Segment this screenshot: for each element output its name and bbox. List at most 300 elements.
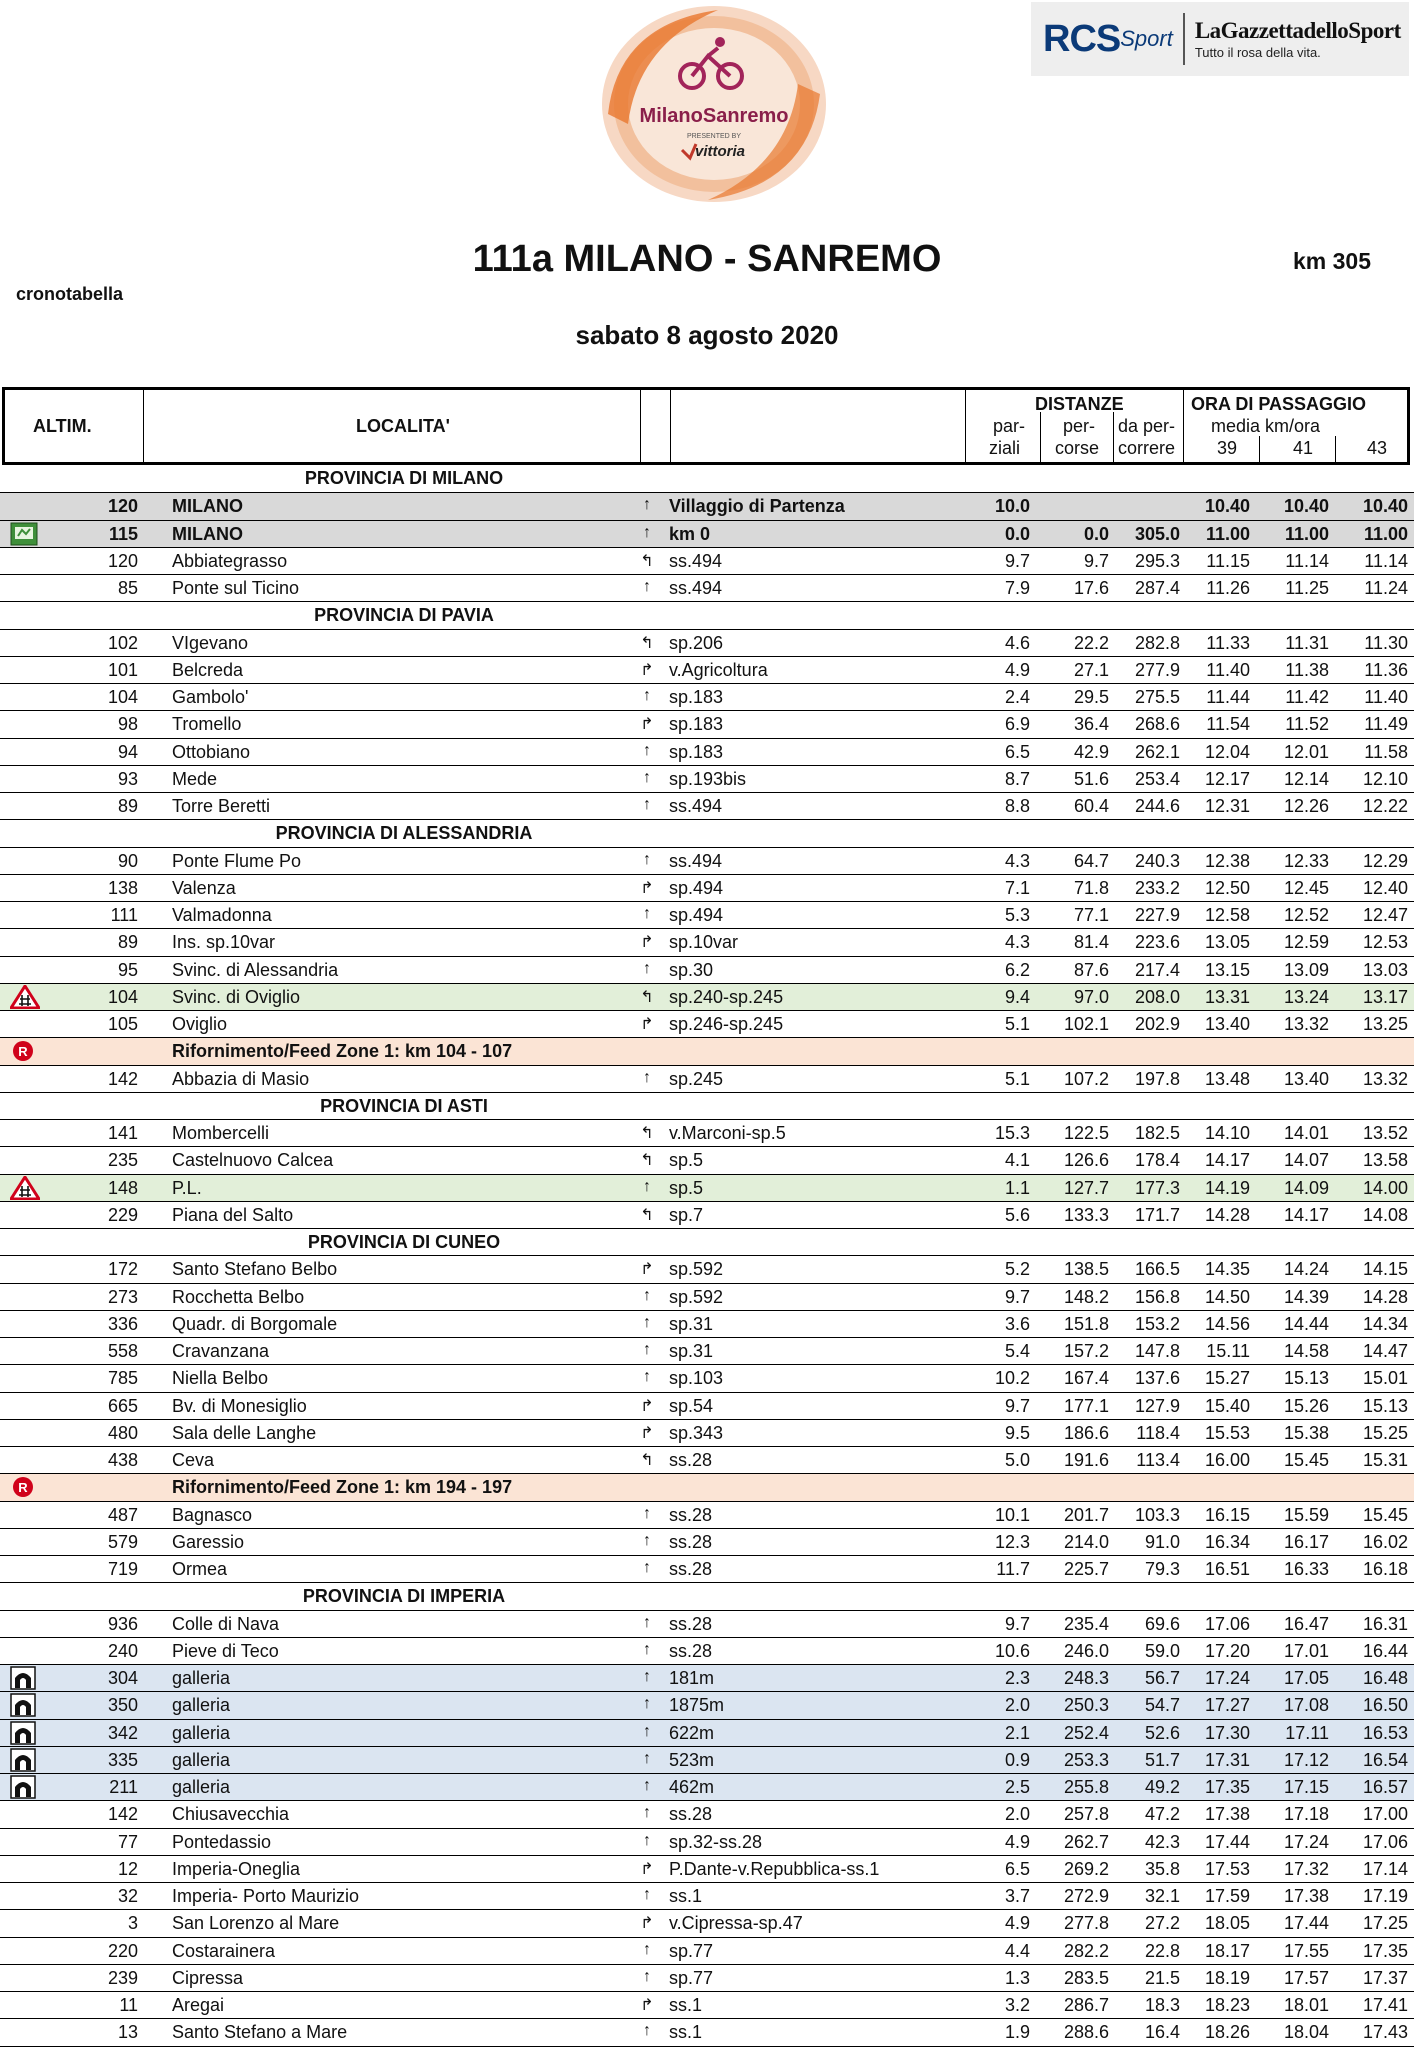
distance-remaining: 277.9 [1134,659,1180,680]
altitude: 438 [107,1450,138,1470]
time-43kmh: 11.40 [1364,687,1408,707]
time-41kmh: 17.38 [1283,1886,1329,1906]
locality: Rocchetta Belbo [172,1286,305,1307]
distance-covered: 157.2 [1063,1341,1109,1361]
time-41kmh: 15.38 [1283,1422,1329,1443]
altitude: 235 [107,1150,138,1171]
time-41kmh: 15.45 [1283,1450,1329,1470]
time-41kmh: 14.17 [1283,1204,1329,1225]
table-row [0,901,1414,928]
altitude: 558 [107,1341,138,1361]
distance-covered: 102.1 [1063,1014,1109,1034]
time-43kmh: 17.19 [1362,1886,1408,1906]
straight-arrow-icon: ↑ [643,1531,651,1549]
time-39kmh: 15.27 [1204,1368,1250,1389]
straight-arrow-icon: ↑ [643,1668,651,1685]
road: ss.28 [669,1804,713,1825]
province-header-row [0,1092,1414,1119]
distance-partial: 3.2 [1004,1995,1030,2015]
time-39kmh: 16.15 [1204,1504,1250,1525]
altitude: 350 [107,1695,138,1716]
time-39kmh: 14.10 [1204,1123,1250,1143]
tunnel-icon [10,1775,38,1799]
province-name: PROVINCIA DI IMPERIA [302,1586,506,1607]
locality: Abbazia di Masio [172,1068,310,1089]
time-41kmh: 13.40 [1283,1068,1329,1089]
altitude: 172 [107,1259,138,1280]
table-row [0,1691,1414,1718]
header-distanze: DISTANZE [1035,394,1124,414]
locality: Abbiategrasso [172,550,288,571]
road: sp.245 [669,1068,724,1089]
road: ss.28 [669,1450,713,1470]
altitude: 102 [107,632,138,653]
table-row [0,792,1414,819]
table-row [0,1501,1414,1528]
province-header-row [0,1228,1414,1255]
distance-partial: 9.7 [1004,550,1030,571]
altitude: 342 [107,1722,138,1743]
distance-covered: 253.3 [1063,1749,1109,1770]
distance-remaining: 127.9 [1134,1395,1180,1416]
header-percorse-2: corse [1055,438,1100,458]
altitude: 211 [109,1777,138,1797]
table-row [0,928,1414,955]
distance-covered: 269.2 [1063,1858,1109,1879]
time-41kmh: 17.01 [1283,1640,1329,1661]
time-41kmh: 12.52 [1283,905,1329,925]
distance-covered: 148.2 [1063,1286,1109,1307]
time-39kmh: 17.31 [1204,1749,1250,1770]
distance-remaining: 16.4 [1144,2022,1180,2043]
turn-right-icon: ↱ [640,934,654,952]
distance-partial: 3.6 [1004,1313,1030,1334]
turn-right-icon: ↱ [640,1997,654,2014]
province-name: PROVINCIA DI CUNEO [307,1232,501,1252]
time-39kmh: 12.38 [1204,850,1250,871]
logo-text-vittoria: vittoria [694,143,746,160]
road: sp.77 [669,1940,714,1961]
distance-partial: 6.5 [1004,1858,1030,1879]
time-43kmh: 17.00 [1362,1804,1408,1825]
table-row [0,1446,1414,1473]
distance-partial: 5.1 [1004,1068,1030,1089]
road: sp.592 [669,1286,724,1307]
distance-partial: 4.9 [1004,659,1030,680]
distance-remaining: 69.6 [1144,1613,1180,1634]
time-43kmh: 16.50 [1362,1695,1408,1716]
locality: Tromello [172,714,242,735]
altitude: 115 [108,523,138,544]
straight-arrow-icon: ↑ [643,1286,651,1304]
time-41kmh: 16.33 [1283,1559,1329,1579]
time-41kmh: 14.07 [1283,1150,1329,1171]
distance-partial: 4.9 [1004,1831,1030,1852]
turn-right-icon: ↱ [640,716,654,734]
road: sp.54 [669,1395,714,1416]
altitude: 32 [117,1886,138,1906]
time-39kmh: 11.26 [1206,578,1250,598]
locality: Ottobiano [172,741,251,762]
distance-remaining: 197.8 [1134,1068,1180,1089]
altitude: 13 [117,2022,138,2043]
road: ss.494 [669,850,723,871]
distance-covered: 9.7 [1083,550,1109,571]
time-43kmh: 14.28 [1362,1286,1408,1307]
road: ss.494 [669,578,723,598]
time-41kmh: 17.11 [1285,1722,1329,1743]
feed-zone-text: Rifornimento/Feed Zone 1: km 104 - 107 [172,1041,513,1062]
altitude: 104 [107,687,138,707]
feed-zone-row [0,1037,1414,1064]
altitude: 487 [107,1504,138,1525]
table-row [0,1828,1414,1855]
time-39kmh: 11.44 [1206,687,1250,707]
time-43kmh: 12.53 [1362,932,1408,953]
time-43kmh: 11.00 [1363,523,1408,544]
locality: Piana del Salto [172,1204,294,1225]
distance-remaining: 177.3 [1134,1177,1180,1198]
time-43kmh: 15.31 [1362,1450,1408,1470]
distance-covered: 122.5 [1063,1123,1109,1143]
time-39kmh: 12.50 [1204,877,1250,898]
altitude: 148 [107,1177,138,1198]
altitude: 12 [117,1858,138,1879]
distance-remaining: 147.8 [1134,1341,1180,1361]
straight-arrow-icon: ↑ [643,1886,651,1903]
gazzetta-title: LaGazzettadelloSport [1194,18,1401,43]
distance-partial: 10.1 [994,1504,1030,1525]
turn-right-icon: ↱ [640,1860,654,1878]
distance-remaining: 91.0 [1144,1531,1180,1552]
distance-partial: 10.0 [994,496,1030,517]
time-43kmh: 12.40 [1362,877,1408,898]
altitude: 138 [107,877,138,898]
feed-zone-icon [10,1039,38,1063]
time-41kmh: 11.25 [1285,578,1329,598]
distance-partial: 5.0 [1004,1450,1030,1470]
table-row [0,1174,1414,1201]
time-39kmh: 18.23 [1204,1995,1250,2015]
locality: Torre Beretti [172,796,271,816]
locality: Santo Stefano a Mare [172,2022,348,2043]
distance-covered: 27.1 [1073,659,1109,680]
time-39kmh: 17.06 [1204,1613,1250,1634]
time-43kmh: 12.29 [1362,850,1408,871]
altitude: 229 [107,1204,138,1225]
table-row [0,683,1414,710]
time-39kmh: 11.54 [1206,714,1250,735]
distance-remaining: 223.6 [1134,932,1180,953]
province-name: PROVINCIA DI PAVIA [314,605,494,626]
header-divider-ora [1183,390,1184,462]
distance-remaining: 51.7 [1144,1749,1180,1770]
straight-arrow-icon: ↑ [643,768,651,786]
svg-text:R: R [18,1044,28,1060]
distance-remaining: 118.4 [1136,1422,1180,1443]
locality: Svinc. di Oviglio [172,986,301,1007]
distance-remaining: 42.3 [1144,1831,1180,1852]
road: v.Agricoltura [669,659,768,680]
distance-covered: 97.0 [1073,986,1109,1007]
altitude: 89 [117,796,138,816]
gazzetta-logo [1195,19,1401,59]
locality: VIgevano [172,632,249,653]
turn-left-icon: ↰ [640,634,654,652]
distance-covered: 282.2 [1063,1940,1109,1961]
header-parziali-1: par- [993,416,1026,436]
time-43kmh: 16.53 [1362,1722,1408,1743]
time-43kmh: 17.35 [1362,1940,1408,1961]
road: sp.10var [669,932,739,953]
table-row [0,1201,1414,1228]
time-39kmh: 12.31 [1204,796,1250,816]
distance-remaining: 166.5 [1134,1259,1180,1280]
road: sp.31 [669,1341,714,1361]
altitude: 480 [107,1422,138,1443]
table-row [0,1119,1414,1146]
distance-remaining: 79.3 [1144,1559,1180,1579]
distance-partial: 3.7 [1004,1886,1030,1906]
road: km 0 [669,523,711,544]
sponsor-banner [1031,2,1409,76]
turn-right-icon: ↱ [640,1016,654,1033]
locality: galleria [172,1695,231,1716]
distance-remaining: 240.3 [1134,850,1180,871]
straight-arrow-icon: ↑ [643,1313,651,1331]
road: ss.28 [669,1640,713,1661]
locality: Santo Stefano Belbo [172,1259,338,1280]
gazzetta-tagline: Tutto il rosa della vita. [1194,45,1321,60]
distance-covered: 272.9 [1063,1886,1109,1906]
straight-arrow-icon: ↑ [643,1831,651,1849]
province-header-row [0,819,1414,846]
road: sp.183 [669,741,724,762]
time-41kmh: 12.26 [1283,796,1329,816]
time-39kmh: 13.31 [1204,986,1250,1007]
distance-partial: 11.7 [996,1559,1030,1579]
table-row [0,656,1414,683]
table-row [0,1719,1414,1746]
distance-remaining: 103.3 [1134,1504,1180,1525]
road: sp.5 [669,1177,704,1198]
road: ss.1 [669,1995,703,2015]
table-row [0,847,1414,874]
altitude: 90 [117,850,138,871]
road: sp.592 [669,1259,724,1280]
road: 181m [669,1668,715,1688]
time-43kmh: 13.25 [1362,1014,1408,1034]
altitude: 785 [107,1368,138,1389]
header-localita: LOCALITA' [356,416,450,436]
level-crossing-icon [10,985,38,1009]
turn-right-icon: ↱ [640,1915,654,1933]
straight-arrow-icon: ↑ [643,1640,651,1658]
page-title: 111a MILANO - SANREMO [472,238,942,280]
header-dapercorrere-2: correre [1118,438,1176,458]
time-43kmh: 13.03 [1362,959,1408,980]
table-row [0,629,1414,656]
time-39kmh: 15.53 [1204,1422,1250,1443]
distance-partial: 5.4 [1004,1341,1030,1361]
time-39kmh: 10.40 [1204,496,1250,517]
locality: galleria [172,1749,231,1770]
time-39kmh: 16.00 [1204,1450,1250,1470]
straight-arrow-icon: ↑ [643,959,651,977]
distance-remaining: 268.6 [1134,714,1180,735]
time-43kmh: 17.43 [1362,2022,1408,2043]
road: v.Marconi-sp.5 [669,1123,786,1143]
altitude: 77 [117,1831,138,1852]
time-41kmh: 15.13 [1283,1368,1329,1389]
table-row [0,1855,1414,1882]
feed-zone-row [0,1473,1414,1500]
time-41kmh: 18.01 [1283,1995,1329,2015]
distance-remaining: 27.2 [1144,1913,1180,1934]
time-39kmh: 11.33 [1206,632,1250,653]
table-row [0,574,1414,601]
locality: Ins. sp.10var [172,932,276,953]
distance-partial: 15.3 [994,1123,1030,1143]
time-41kmh: 17.24 [1283,1831,1329,1852]
tunnel-icon [10,1693,38,1717]
sponsor-divider [1183,13,1185,65]
altitude: 98 [117,714,138,735]
table-row [0,1528,1414,1555]
time-39kmh: 17.27 [1204,1695,1250,1716]
straight-arrow-icon: ↑ [643,1749,651,1767]
altitude: 120 [107,550,138,571]
straight-arrow-icon: ↑ [643,741,651,759]
distance-remaining: 295.3 [1134,550,1180,571]
altitude: 101 [107,659,138,680]
altitude: 719 [107,1559,138,1579]
table-row [0,1010,1414,1037]
distance-covered: 167.4 [1063,1368,1109,1389]
time-39kmh: 13.15 [1204,959,1250,980]
time-43kmh: 14.08 [1362,1204,1408,1225]
time-39kmh: 16.34 [1204,1531,1250,1552]
table-row [0,956,1414,983]
time-43kmh: 12.22 [1362,796,1408,816]
time-39kmh: 11.00 [1205,523,1250,544]
locality: Svinc. di Alessandria [172,959,339,980]
table-row [0,1773,1414,1800]
turn-left-icon: ↰ [640,988,654,1006]
logo-text-presented: PRESENTED BY [686,133,742,140]
time-39kmh: 13.05 [1204,932,1250,953]
altitude: 579 [107,1531,138,1552]
tunnel-icon [10,1666,38,1690]
road: sp.32-ss.28 [669,1831,763,1852]
distance-partial: 9.7 [1004,1395,1030,1416]
locality: Pieve di Teco [172,1640,279,1661]
time-41kmh: 15.26 [1283,1395,1329,1416]
straight-arrow-icon: ↑ [643,1341,651,1358]
table-row [0,1610,1414,1637]
time-43kmh: 14.34 [1362,1313,1408,1334]
distance-covered: 255.8 [1063,1777,1109,1797]
locality: Garessio [172,1531,245,1552]
locality: MILANO [172,523,243,544]
time-43kmh: 15.25 [1362,1422,1408,1443]
province-header-row [0,1582,1414,1609]
locality: Sala delle Langhe [172,1422,317,1443]
road: sp.183 [669,687,724,707]
distance-partial: 1.9 [1004,2022,1030,2043]
distance-partial: 4.3 [1004,850,1030,871]
header-speed-43: 43 [1367,438,1388,458]
distance-covered: 42.9 [1073,741,1109,762]
distance-partial: 10.6 [994,1640,1030,1661]
time-41kmh: 12.33 [1283,850,1329,871]
time-41kmh: 17.18 [1283,1804,1329,1825]
altitude: 3 [127,1913,138,1934]
altitude: 93 [117,768,138,789]
table-row [0,1937,1414,1964]
rcs-logo: RCS [1043,17,1121,60]
distance-remaining: 35.8 [1144,1858,1180,1879]
locality: Valmadonna [172,905,272,925]
distance-covered: 257.8 [1063,1804,1109,1825]
time-41kmh: 14.09 [1283,1177,1329,1198]
distance-covered: 191.6 [1063,1450,1109,1470]
time-43kmh: 15.13 [1362,1395,1408,1416]
tunnel-icon [10,1721,38,1745]
road: sp.103 [669,1368,724,1389]
time-43kmh: 17.25 [1362,1913,1408,1934]
table-row [0,1882,1414,1909]
distance-covered: 288.6 [1063,2022,1109,2043]
table-header [2,387,1410,465]
road: sp.206 [669,632,724,653]
straight-arrow-icon: ↑ [643,1368,651,1386]
table-row [0,1310,1414,1337]
altitude: 220 [107,1940,138,1961]
turn-left-icon: ↰ [640,1152,654,1170]
road: ss.1 [669,2022,703,2043]
table-row [0,983,1414,1010]
locality: Cravanzana [172,1341,270,1361]
locality: MILANO [172,496,243,517]
time-39kmh: 12.17 [1204,768,1250,789]
road: 1875m [669,1695,725,1716]
altitude: 142 [107,1804,138,1825]
time-43kmh: 16.57 [1362,1777,1408,1797]
altitude: 111 [110,905,138,925]
distance-remaining: 275.5 [1134,687,1180,707]
road: sp.246-sp.245 [669,1014,784,1034]
distance-partial: 1.3 [1004,1967,1030,1988]
logo-text-main: MilanoSanremo [639,105,789,127]
straight-arrow-icon: ↑ [643,687,651,704]
locality: Imperia-Oneglia [172,1858,301,1879]
locality: Belcreda [172,659,244,680]
time-43kmh: 13.52 [1362,1123,1408,1143]
straight-arrow-icon: ↑ [643,1804,651,1822]
road: sp.7 [669,1204,704,1225]
time-39kmh: 14.56 [1204,1313,1250,1334]
altitude: 85 [117,578,138,598]
straight-arrow-icon: ↑ [643,2022,651,2040]
time-39kmh: 13.48 [1204,1068,1250,1089]
locality: Bagnasco [172,1504,253,1525]
distance-covered: 248.3 [1063,1668,1109,1688]
time-43kmh: 10.40 [1362,496,1408,517]
road: 622m [669,1722,715,1743]
locality: Mede [172,768,218,789]
time-39kmh: 11.15 [1206,550,1250,571]
